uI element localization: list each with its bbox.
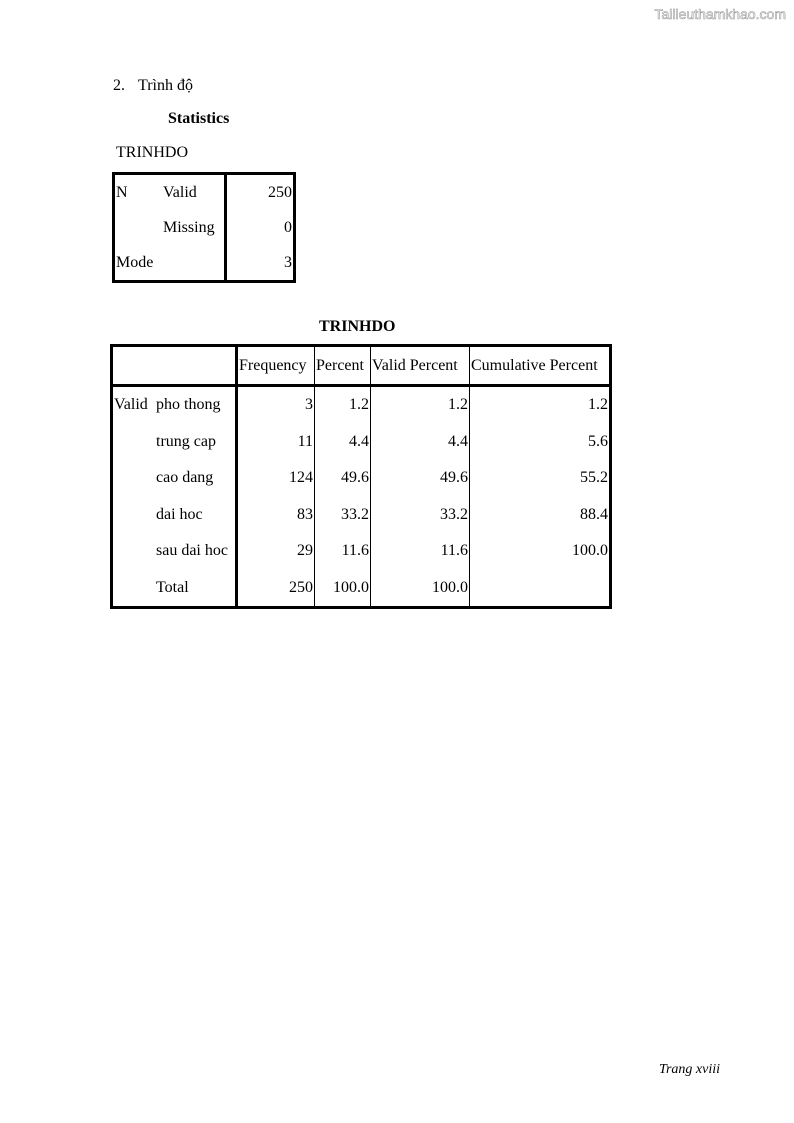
cell-percent: 49.6 xyxy=(315,460,371,497)
cell-valid-percent: 11.6 xyxy=(371,533,470,570)
cell-percent: 1.2 xyxy=(315,386,371,424)
cell-frequency: 29 xyxy=(237,533,315,570)
cell-frequency: 11 xyxy=(237,424,315,461)
statistics-table xyxy=(112,172,296,283)
cell-cumulative: 1.2 xyxy=(588,396,608,414)
cell-valid-percent: 4.4 xyxy=(371,424,470,461)
cell-cumulative: 100.0 xyxy=(572,542,608,560)
row-label: trung cap xyxy=(155,424,237,461)
cell-percent: 11.6 xyxy=(315,533,371,570)
table-row xyxy=(112,460,611,497)
page-footer: Trang xviii xyxy=(658,1062,720,1077)
table-header-row xyxy=(112,346,611,386)
table-row xyxy=(112,570,611,608)
table-row xyxy=(112,386,611,424)
cell-valid-percent: 49.6 xyxy=(371,460,470,497)
header-percent: Percent xyxy=(315,346,371,386)
row-label: Total xyxy=(155,570,237,608)
section-number: 2. xyxy=(113,77,125,94)
row-label: cao dang xyxy=(155,460,237,497)
cell-valid-percent: 33.2 xyxy=(371,497,470,534)
statistics-variable: TRINHDO xyxy=(116,144,188,161)
row-label: pho thong xyxy=(155,386,237,424)
cell-percent: 100.0 xyxy=(315,570,371,608)
table-row xyxy=(112,533,611,570)
table-row xyxy=(114,174,295,211)
frequency-title: TRINHDO xyxy=(319,318,396,335)
watermark: Tailieuthamkhao.com xyxy=(654,6,786,22)
cell-valid-percent: 1.2 xyxy=(371,386,470,424)
table-row xyxy=(112,497,611,534)
cell-cumulative: 55.2 xyxy=(580,469,608,487)
cell-cumulative: 88.4 xyxy=(580,505,608,523)
header-valid-percent: Valid Percent xyxy=(371,346,470,386)
table-row xyxy=(114,210,295,245)
cell-percent: 33.2 xyxy=(315,497,371,534)
stat-sublabel xyxy=(162,245,226,282)
section-heading xyxy=(113,77,193,95)
cell-percent: 4.4 xyxy=(315,424,371,461)
row-label: sau dai hoc xyxy=(155,533,237,570)
stat-value: 0 xyxy=(226,210,295,245)
group-label: Valid xyxy=(114,396,148,414)
cell-cumulative: 5.6 xyxy=(588,432,608,450)
statistics-title: Statistics xyxy=(168,110,230,127)
stat-sublabel: Missing xyxy=(163,218,215,236)
stat-label xyxy=(114,210,163,245)
cell-frequency: 3 xyxy=(237,386,315,424)
stat-value: 3 xyxy=(226,245,295,282)
cell-frequency: 124 xyxy=(237,460,315,497)
stat-label: Mode xyxy=(116,253,154,271)
cell-frequency: 83 xyxy=(237,497,315,534)
table-row xyxy=(114,245,295,282)
cell-valid-percent: 100.0 xyxy=(371,570,470,608)
header-frequency: Frequency xyxy=(237,346,315,386)
stat-value: 250 xyxy=(226,174,295,211)
cell-frequency: 250 xyxy=(237,570,315,608)
section-title: Trình độ xyxy=(138,77,193,94)
header-cumulative-percent: Cumulative Percent xyxy=(470,346,611,386)
stat-label: N xyxy=(116,183,128,201)
stat-sublabel: Valid xyxy=(163,183,197,201)
cell-cumulative xyxy=(470,570,611,608)
row-label: dai hoc xyxy=(155,497,237,534)
frequency-table xyxy=(110,344,612,609)
table-row xyxy=(112,424,611,461)
